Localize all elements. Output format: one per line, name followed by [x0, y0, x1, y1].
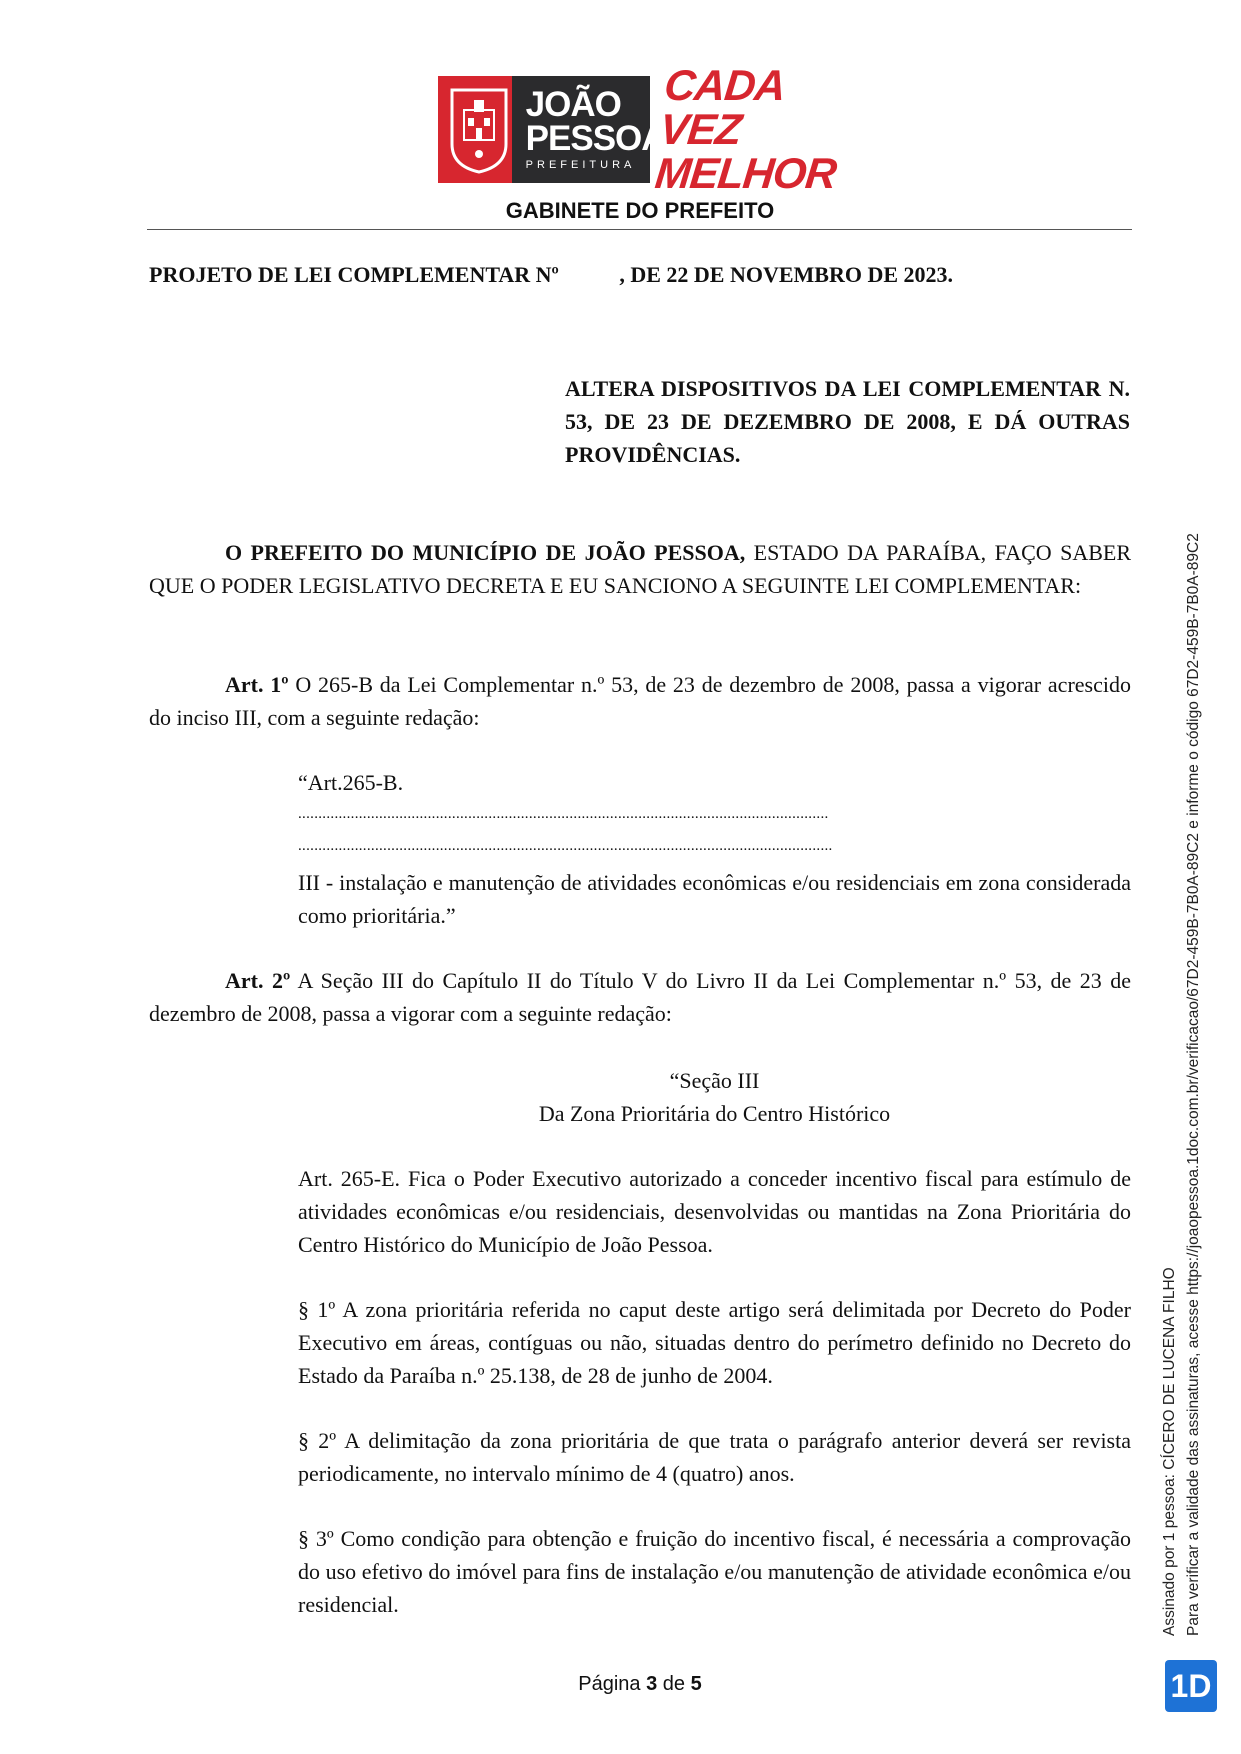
total-pages: 5: [690, 1673, 702, 1695]
header-divider: [147, 229, 1132, 230]
logo-slogan: [644, 61, 846, 198]
1doc-logo-icon: 1D: [1165, 1660, 1217, 1712]
signature-line-2[interactable]: Para verificar a validade das assinaturas, acesse https://joaopessoa.1doc.com.br/verificacao/67D2-459B-7B0A-89C2 e informe o código 67D2-459B-7B0A-89C2: [1185, 533, 1202, 1636]
dotted-line-1: ...................................................................................................................................: [298, 806, 829, 822]
slogan-line2: MELHOR: [652, 149, 838, 198]
paragraph-3: § 3º Como condição para obtenção e fruição do incentivo fiscal, é necessária a comprovação do uso efetivo do imóvel para fins de instalação e/ou manutenção de atividade econômica e/ou residencial.: [298, 1526, 1131, 1617]
preamble-bold: O PREFEITO DO MUNICÍPIO DE JOÃO PESSOA,: [225, 540, 746, 565]
article-2-label: Art. 2º: [225, 968, 291, 993]
office-heading: GABINETE DO PREFEITO: [505, 198, 775, 223]
article-2: [149, 964, 1131, 1030]
dotted-line-2: ....................................................................................................................................: [298, 838, 833, 854]
article-1-text: O 265-B da Lei Complementar n.º 53, de 23 de dezembro de 2008, passa a vigorar acrescido do inciso III, com a seguinte redação:: [149, 672, 1131, 730]
article-1-label: Art. 1º: [225, 672, 289, 697]
preamble-text: ESTADO DA PARAÍBA, FAÇO SABER QUE O PODER LEGISLATIVO DECRETA E EU SANCIONO A SEGUINTE LEI COMPLEMENTAR:: [149, 540, 1131, 598]
signature-strip: [1158, 533, 1212, 1636]
signature-line-1: Assinado por 1 pessoa: CÍCERO DE LUCENA FILHO: [1161, 1267, 1178, 1636]
paragraph-2: § 2º A delimitação da zona prioritária de que trata o parágrafo anterior deverá ser revista periodicamente, no intervalo mínimo de 4 (quatro) anos.: [298, 1428, 1131, 1486]
article-2-text: A Seção III do Capítulo II do Título V do Livro II da Lei Complementar n.º 53, de 23 de dezembro de 2008, passa a vigorar com a seguinte redação:: [149, 968, 1131, 1026]
preamble: [149, 536, 1131, 602]
header-logo: [438, 61, 840, 198]
document-title: PROJETO DE LEI COMPLEMENTAR Nº , DE 22 DE NOVEMBRO DE 2023.: [149, 262, 953, 287]
logo-name-line3: PREFEITURA: [525, 159, 636, 171]
section-subtitle: Da Zona Prioritária do Centro Histórico: [538, 1101, 891, 1126]
inciso-iii: III - instalação e manutenção de atividades econômicas e/ou residenciais em zona considerada como prioritária.”: [298, 870, 1131, 928]
section-title: “Seção III: [669, 1068, 760, 1093]
logo-name-line2: PESSOA: [525, 119, 666, 158]
article-265e: Art. 265-E. Fica o Poder Executivo autorizado a conceder incentivo fiscal para estímulo de atividades econômicas e/ou residenciais, desenvolvidas ou mantidas na Zona Prioritária do Centro Histórico do Município de João Pessoa.: [298, 1166, 1131, 1257]
crest-icon: [438, 76, 512, 183]
article-1: [149, 668, 1131, 734]
page-number: Página 3 de 5: [578, 1673, 702, 1695]
current-page: 3: [646, 1673, 658, 1695]
logo-wordmark: [512, 76, 666, 183]
logo-name-line1: JOÃO: [525, 85, 621, 124]
paragraph-1: § 1º A zona prioritária referida no caput deste artigo será delimitada por Decreto do Poder Executivo em áreas, contíguas ou não, situadas dentro do perímetro definido no Decreto do Estado da Paraíba n.º 25.138, de 28 de junho de 2004.: [298, 1297, 1131, 1388]
quote-heading: “Art.265-B.: [298, 770, 404, 795]
ementa: ALTERA DISPOSITIVOS DA LEI COMPLEMENTAR N. 53, DE 23 DE DEZEMBRO DE 2008, E DÁ OUTRAS PROVIDÊNCIAS.: [565, 376, 1130, 467]
slogan-line1: CADA VEZ: [657, 61, 786, 154]
